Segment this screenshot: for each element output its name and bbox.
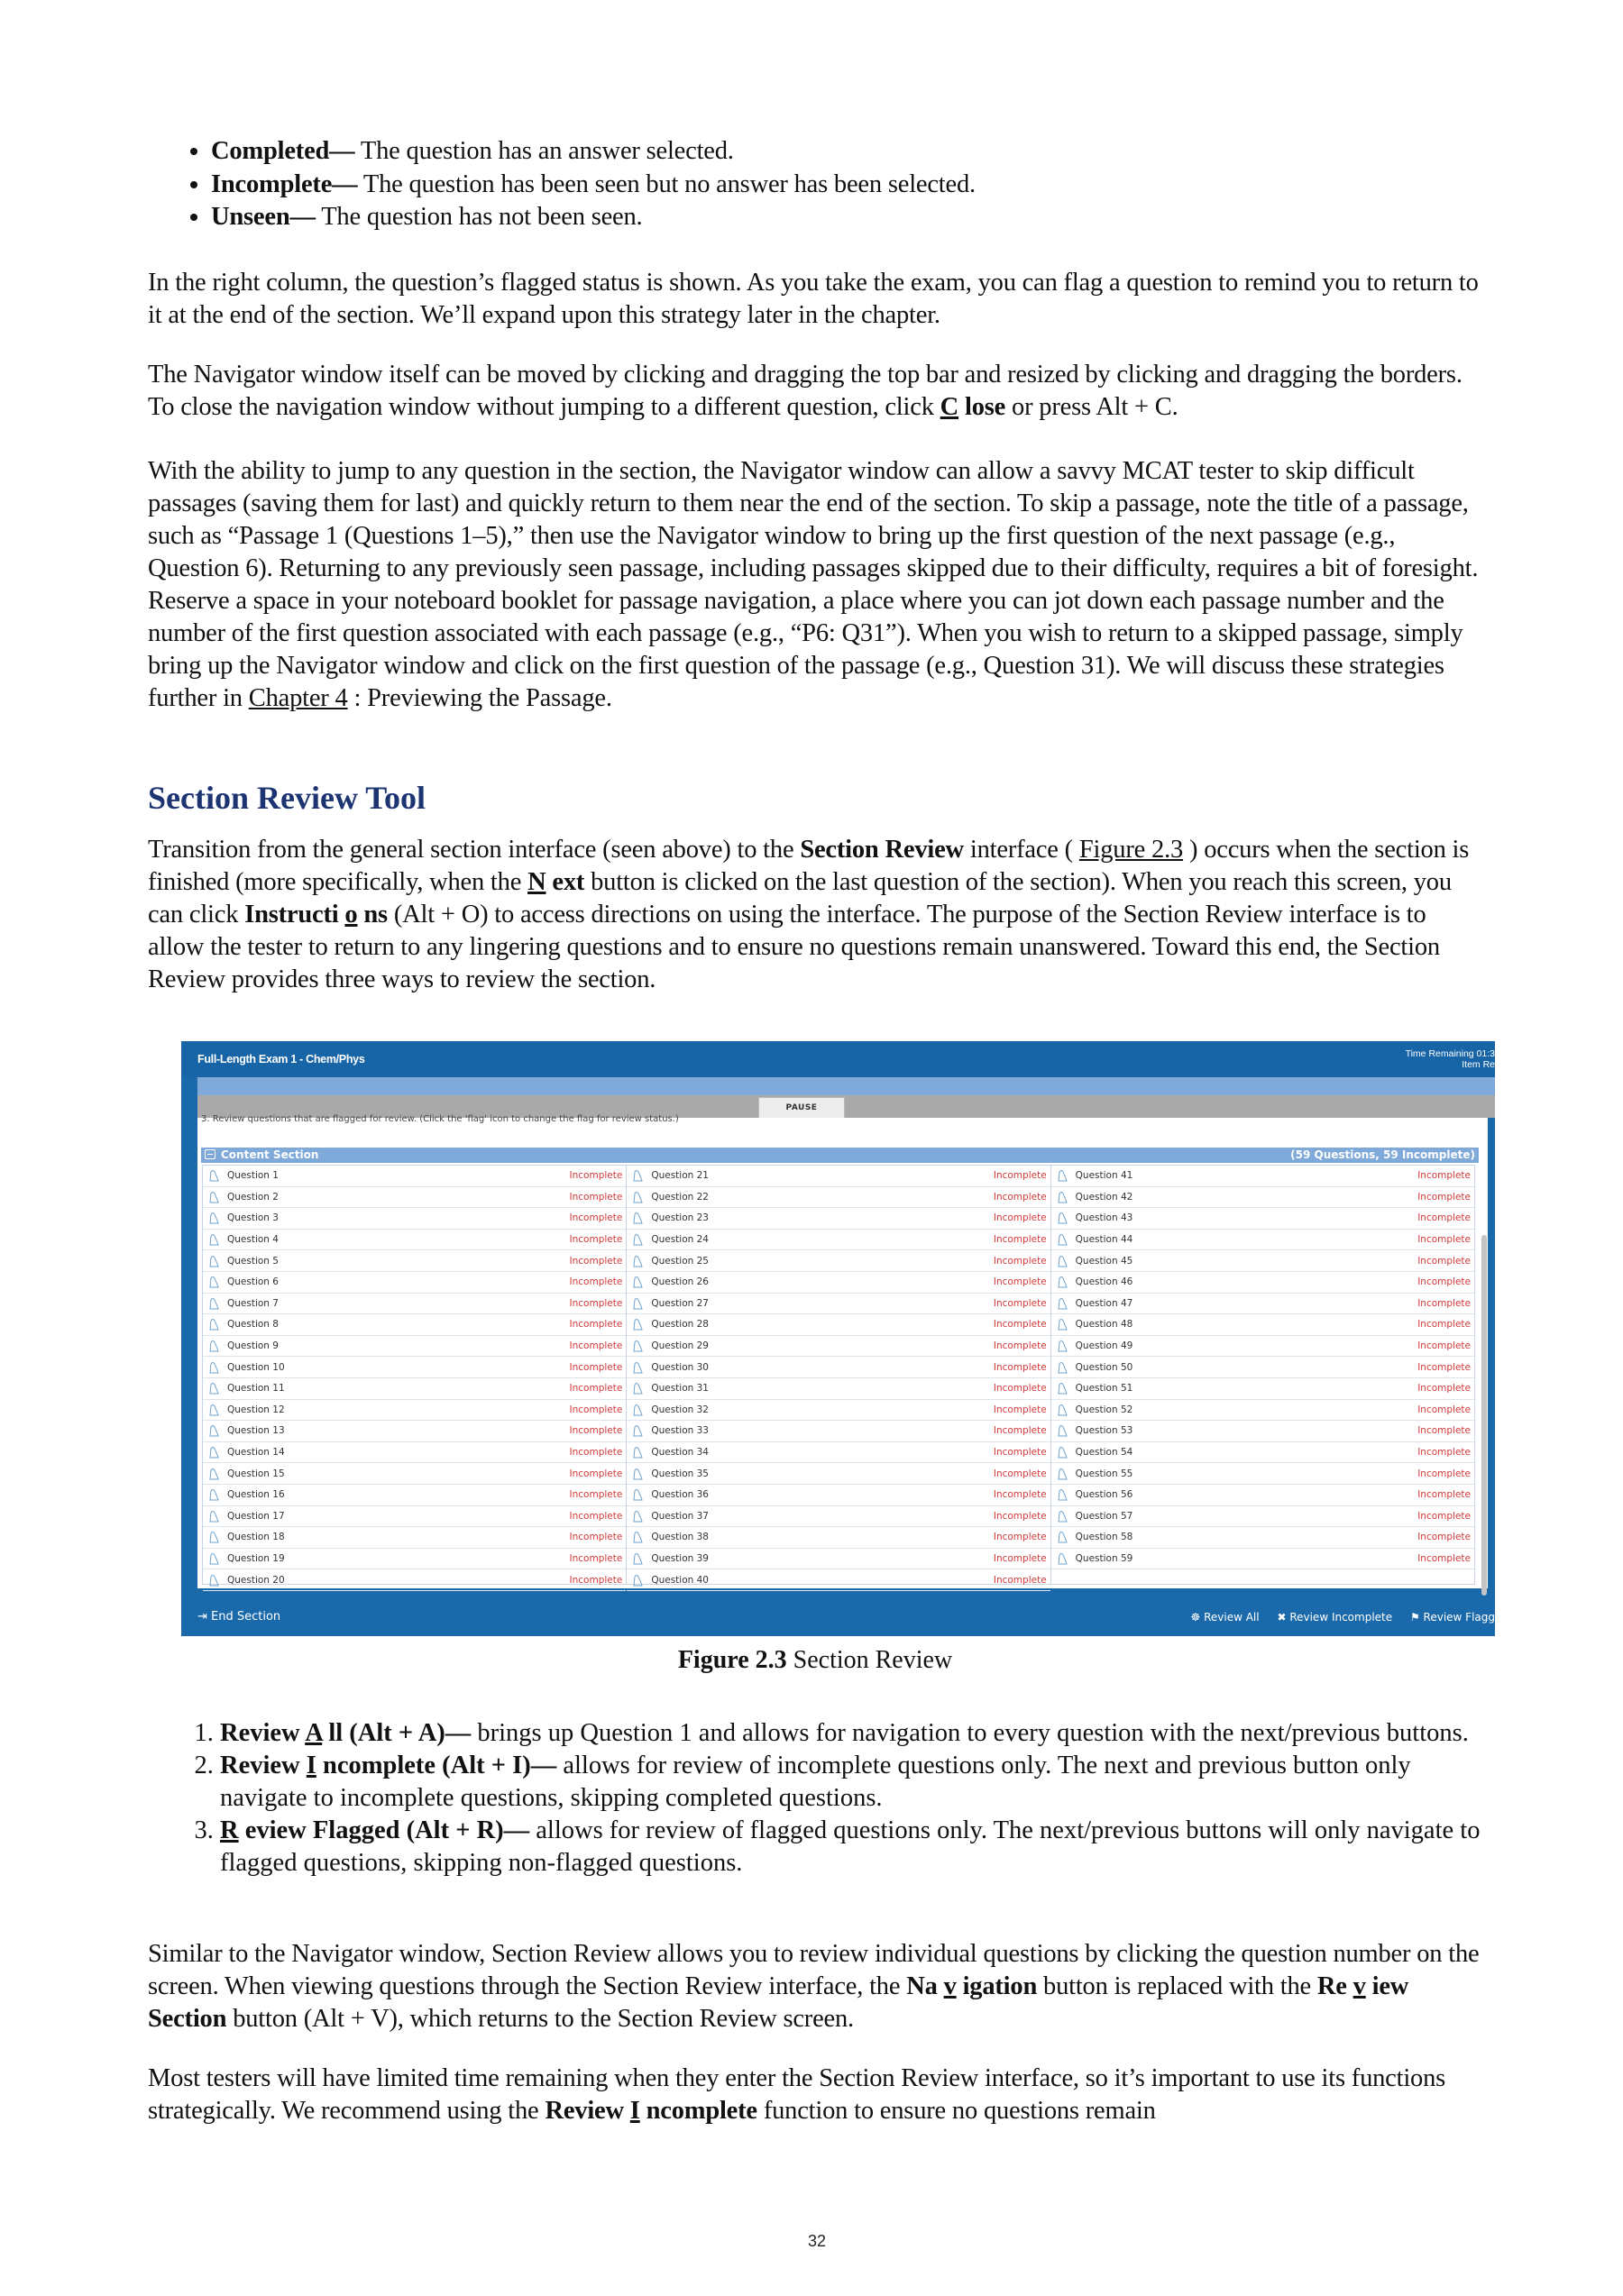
question-label[interactable]: Question 31: [651, 1383, 709, 1395]
question-row[interactable]: [1051, 1400, 1474, 1422]
question-label[interactable]: Question 52: [1075, 1404, 1133, 1415]
flag-icon[interactable]: [631, 1404, 644, 1416]
status-badge: Incomplete: [569, 1489, 623, 1501]
question-row[interactable]: [1051, 1187, 1474, 1209]
chapter-4-link[interactable]: Chapter 4: [248, 684, 348, 712]
question-label[interactable]: Question 29: [651, 1340, 709, 1352]
scrollbar[interactable]: [1481, 1235, 1487, 1596]
question-row[interactable]: [1051, 1421, 1474, 1442]
paragraph-flag-status: In the right column, the question’s flagged status is shown. As you take the exam, you can flag a question to remind you to return to it at the end of the section. We’ll expand upon this strategy later in the chapter.: [148, 269, 1479, 329]
status-badge: Incomplete: [993, 1255, 1047, 1267]
flag-icon[interactable]: [631, 1446, 644, 1459]
status-badge: Incomplete: [1417, 1383, 1471, 1395]
status-badge: Incomplete: [569, 1425, 623, 1437]
flag-icon[interactable]: [631, 1552, 644, 1565]
question-row[interactable]: [203, 1421, 626, 1442]
question-row[interactable]: [203, 1272, 626, 1294]
question-row[interactable]: [1051, 1485, 1474, 1506]
flag-icon[interactable]: [207, 1510, 220, 1523]
question-label[interactable]: Question 36: [651, 1489, 709, 1501]
question-row[interactable]: [1051, 1336, 1474, 1358]
question-row[interactable]: [627, 1357, 1050, 1378]
flag-icon[interactable]: [207, 1382, 220, 1395]
status-badge: Incomplete: [993, 1191, 1047, 1203]
flag-icon[interactable]: [631, 1382, 644, 1395]
status-badge: Incomplete: [993, 1340, 1047, 1352]
status-badge: Incomplete: [569, 1276, 623, 1288]
question-label[interactable]: Question 9: [227, 1340, 279, 1352]
question-column-2: [627, 1166, 1050, 1584]
flag-icon[interactable]: [207, 1233, 220, 1246]
question-label[interactable]: Question 10: [227, 1361, 285, 1373]
question-label[interactable]: Question 51: [1075, 1383, 1133, 1395]
list-item: • Unseen— The question has not been seen.: [211, 201, 976, 234]
question-row[interactable]: [1051, 1357, 1474, 1378]
question-label[interactable]: Question 8: [227, 1319, 279, 1331]
status-badge: Incomplete: [993, 1532, 1047, 1543]
time-remaining: Time Remaining 01:3 Item Re: [1405, 1048, 1495, 1070]
status-badge: Incomplete: [569, 1468, 623, 1479]
question-label[interactable]: Question 12: [227, 1404, 285, 1415]
question-row[interactable]: [627, 1527, 1050, 1549]
question-label[interactable]: Question 45: [1075, 1255, 1133, 1267]
question-row[interactable]: [1051, 1378, 1474, 1400]
flag-icon[interactable]: [631, 1276, 644, 1288]
status-badge: Incomplete: [1417, 1340, 1471, 1352]
exam-title-bar: [181, 1041, 1495, 1077]
flag-icon[interactable]: [631, 1468, 644, 1480]
question-row[interactable]: [1051, 1314, 1474, 1336]
question-label[interactable]: Question 3: [227, 1212, 279, 1224]
toolbar-strip: [197, 1077, 1495, 1095]
flag-icon[interactable]: [1056, 1297, 1068, 1310]
status-badge: Incomplete: [1417, 1255, 1471, 1267]
question-label[interactable]: Question 11: [227, 1383, 285, 1395]
flag-icon[interactable]: [207, 1531, 220, 1543]
status-badge: Incomplete: [993, 1468, 1047, 1479]
flag-icon[interactable]: [631, 1340, 644, 1352]
status-badge: Incomplete: [993, 1447, 1047, 1459]
question-label[interactable]: Question 44: [1075, 1234, 1133, 1246]
status-badge: Incomplete: [993, 1510, 1047, 1522]
section-count: (59 Questions, 59 Incomplete): [1290, 1148, 1475, 1161]
question-row[interactable]: [627, 1314, 1050, 1336]
question-label[interactable]: Question 46: [1075, 1276, 1133, 1288]
exam-title: Full-Length Exam 1 - Chem/Phys: [197, 1053, 365, 1066]
question-row[interactable]: [1051, 1208, 1474, 1230]
question-label[interactable]: Question 48: [1075, 1319, 1133, 1331]
question-row[interactable]: [203, 1294, 626, 1315]
status-badge: Incomplete: [993, 1552, 1047, 1564]
review-footer: [181, 1596, 1495, 1636]
question-row[interactable]: [1051, 1230, 1474, 1251]
flag-icon[interactable]: [1056, 1424, 1068, 1437]
question-row[interactable]: [1051, 1549, 1474, 1570]
list-item: 1. Review A ll (Alt + A)— brings up Question 1 and allows for navigation to every question with the next/previous buttons.: [220, 1717, 1482, 1750]
question-label[interactable]: Question 43: [1075, 1212, 1133, 1224]
paragraph-strategy: Most testers will have limited time remaining when they enter the Section Review interface, so it’s important to use its functions strategically. We recommend using the Review I ncomplete function to ensure no questions remain: [148, 2064, 1446, 2125]
status-badge: Incomplete: [1417, 1552, 1471, 1564]
flag-icon[interactable]: [631, 1212, 644, 1224]
status-badge: Incomplete: [569, 1383, 623, 1395]
status-badge: Incomplete: [993, 1212, 1047, 1224]
page-number: 32: [808, 2232, 827, 2250]
question-label[interactable]: Question 57: [1075, 1510, 1133, 1522]
figure-2-3-link[interactable]: Figure 2.3: [1078, 836, 1184, 864]
question-label[interactable]: Question 19: [227, 1552, 285, 1564]
question-row[interactable]: [203, 1527, 626, 1549]
question-label[interactable]: Question 4: [227, 1234, 279, 1246]
question-row[interactable]: [1051, 1442, 1474, 1464]
collapse-icon[interactable]: [205, 1149, 215, 1159]
question-row[interactable]: [627, 1250, 1050, 1272]
flag-icon[interactable]: [631, 1318, 644, 1331]
exit-icon: ⇥: [197, 1610, 212, 1624]
flag-icon[interactable]: [207, 1446, 220, 1459]
flag-icon[interactable]: [631, 1531, 644, 1543]
flag-icon[interactable]: [1056, 1255, 1068, 1267]
question-label[interactable]: Question 39: [651, 1552, 709, 1564]
status-badge: Incomplete: [1417, 1425, 1471, 1437]
flag-icon[interactable]: [1056, 1169, 1068, 1182]
status-badge: Incomplete: [569, 1297, 623, 1309]
question-label[interactable]: Question 15: [227, 1468, 285, 1479]
flag-icon[interactable]: [631, 1424, 644, 1437]
flag-icon[interactable]: [207, 1468, 220, 1480]
flag-icon[interactable]: [631, 1233, 644, 1246]
status-legend-list: [148, 135, 976, 234]
question-row[interactable]: [203, 1463, 626, 1485]
question-label[interactable]: Question 23: [651, 1212, 709, 1224]
flag-icon[interactable]: [631, 1169, 644, 1182]
review-options-list: [148, 1717, 1482, 1880]
question-row[interactable]: [627, 1506, 1050, 1528]
question-label[interactable]: Question 21: [651, 1170, 709, 1182]
status-badge: Incomplete: [569, 1255, 623, 1267]
question-row[interactable]: [203, 1166, 626, 1187]
question-row[interactable]: [627, 1187, 1050, 1209]
list-item: • Incomplete— The question has been seen but no answer has been selected.: [211, 169, 976, 202]
question-row[interactable]: [203, 1549, 626, 1570]
flag-icon[interactable]: [1056, 1510, 1068, 1523]
flag-icon[interactable]: [1056, 1404, 1068, 1416]
question-label[interactable]: Question 58: [1075, 1532, 1133, 1543]
status-badge: Incomplete: [1417, 1276, 1471, 1288]
question-row[interactable]: [627, 1378, 1050, 1400]
question-label[interactable]: Question 59: [1075, 1552, 1133, 1564]
paragraph-navigation-button: Similar to the Navigator window, Section Review allows you to review individual questions by clicking the question number on the screen. When viewing questions through the Section Review interface, the Na v igation button is replaced with the Re v iew Section button (Alt + V), which returns to the Section Review screen.: [148, 1940, 1480, 2033]
flag-icon[interactable]: [207, 1212, 220, 1224]
question-row[interactable]: [1051, 1294, 1474, 1315]
question-row[interactable]: [1051, 1463, 1474, 1485]
question-label[interactable]: Question 20: [227, 1574, 285, 1586]
question-label[interactable]: Question 26: [651, 1276, 709, 1288]
flag-icon[interactable]: [631, 1297, 644, 1310]
flag-icon[interactable]: [207, 1340, 220, 1352]
question-row[interactable]: [203, 1506, 626, 1528]
question-label[interactable]: Question 16: [227, 1489, 285, 1501]
status-badge: Incomplete: [1417, 1191, 1471, 1203]
flag-icon[interactable]: [631, 1255, 644, 1267]
question-column-3: [1051, 1166, 1474, 1584]
question-label[interactable]: Question 54: [1075, 1447, 1133, 1459]
content-section-header[interactable]: Content Section (59 Questions, 59 Incomplete): [201, 1148, 1479, 1163]
question-row[interactable]: [203, 1442, 626, 1464]
review-flagged-button[interactable]: ⚑ Review Flagg: [1409, 1611, 1495, 1624]
status-badge: Incomplete: [1417, 1489, 1471, 1501]
review-incomplete-button[interactable]: ✖ Review Incomplete: [1277, 1611, 1393, 1624]
question-label[interactable]: Question 6: [227, 1276, 279, 1288]
paragraph-section-review-intro: Transition from the general section interface (seen above) to the Section Review interface ( Figure 2.3 ) occurs when the section is finished (more specifically, when the N ext button is clicked on the last question of the section). When you reach this screen, you can click Instructi o ns (Alt + O) to access directions on using the interface. The purpose of the Section Review interface is to allow the tester to return to any lingering questions and to ensure no questions remain unanswered. Toward this end, the Section Review provides three ways to review the section.: [148, 836, 1470, 993]
status-badge: Incomplete: [993, 1404, 1047, 1415]
question-label[interactable]: Question 47: [1075, 1297, 1133, 1309]
flag-icon[interactable]: [631, 1574, 644, 1587]
question-label[interactable]: Question 53: [1075, 1425, 1133, 1437]
status-badge: Incomplete: [993, 1297, 1047, 1309]
review-all-icon: ☸: [1190, 1611, 1205, 1624]
status-badge: Incomplete: [1417, 1510, 1471, 1522]
question-label[interactable]: Question 14: [227, 1447, 285, 1459]
flag-icon[interactable]: [1056, 1488, 1068, 1501]
question-row[interactable]: [627, 1294, 1050, 1315]
question-row[interactable]: [203, 1314, 626, 1336]
question-row[interactable]: [1051, 1527, 1474, 1549]
status-badge: Incomplete: [569, 1574, 623, 1586]
status-badge: Incomplete: [569, 1532, 623, 1543]
flag-icon[interactable]: [207, 1255, 220, 1267]
question-label[interactable]: Question 17: [227, 1510, 285, 1522]
question-row[interactable]: [203, 1378, 626, 1400]
question-label[interactable]: Question 37: [651, 1510, 709, 1522]
status-badge: Incomplete: [1417, 1404, 1471, 1415]
status-badge: Incomplete: [569, 1170, 623, 1182]
question-row[interactable]: [627, 1485, 1050, 1506]
question-label[interactable]: Question 41: [1075, 1170, 1133, 1182]
status-badge: Incomplete: [1417, 1532, 1471, 1543]
question-row[interactable]: [203, 1400, 626, 1422]
question-label[interactable]: Question 32: [651, 1404, 709, 1415]
flag-icon[interactable]: [1056, 1276, 1068, 1288]
question-label[interactable]: Question 1: [227, 1170, 279, 1182]
status-badge: Incomplete: [993, 1489, 1047, 1501]
section-heading: Section Review Tool: [148, 780, 426, 816]
flag-icon[interactable]: [207, 1318, 220, 1331]
status-badge: Incomplete: [569, 1361, 623, 1373]
flag-icon[interactable]: [1056, 1468, 1068, 1480]
question-label[interactable]: Question 34: [651, 1447, 709, 1459]
flag-icon[interactable]: [1056, 1340, 1068, 1352]
flag-icon[interactable]: [1056, 1531, 1068, 1543]
question-label[interactable]: Question 2: [227, 1191, 279, 1203]
flag-icon[interactable]: [1056, 1446, 1068, 1459]
question-label[interactable]: Question 24: [651, 1234, 709, 1246]
status-badge: Incomplete: [1417, 1361, 1471, 1373]
question-column-1: [203, 1166, 627, 1584]
flag-icon[interactable]: [631, 1510, 644, 1523]
question-row[interactable]: [1051, 1250, 1474, 1272]
question-row[interactable]: [627, 1166, 1050, 1187]
question-label[interactable]: Question 49: [1075, 1340, 1133, 1352]
status-badge: Incomplete: [569, 1510, 623, 1522]
flag-icon[interactable]: [1056, 1318, 1068, 1331]
status-badge: Incomplete: [1417, 1212, 1471, 1224]
question-row[interactable]: [627, 1549, 1050, 1570]
question-row[interactable]: [627, 1569, 1050, 1591]
flag-icon[interactable]: [1056, 1233, 1068, 1246]
section-review-screenshot: [181, 1041, 1495, 1636]
flag-icon[interactable]: [207, 1424, 220, 1437]
question-label[interactable]: Question 33: [651, 1425, 709, 1437]
status-badge: Incomplete: [569, 1404, 623, 1415]
flag-icon[interactable]: [1056, 1552, 1068, 1565]
x-icon: ✖: [1277, 1611, 1290, 1624]
end-section-button[interactable]: ⇥ End Section: [197, 1610, 281, 1624]
question-row[interactable]: [203, 1250, 626, 1272]
question-label[interactable]: Question 18: [227, 1532, 285, 1543]
question-row[interactable]: [203, 1187, 626, 1209]
list-item: • Completed— The question has an answer selected.: [211, 135, 976, 169]
figure-caption: Figure 2.3 Section Review: [677, 1646, 953, 1674]
question-row[interactable]: [203, 1357, 626, 1378]
flag-icon[interactable]: [207, 1404, 220, 1416]
status-badge: Incomplete: [569, 1340, 623, 1352]
status-badge: Incomplete: [1417, 1234, 1471, 1246]
list-item: 3. R eview Flagged (Alt + R)— allows for review of flagged questions only. The next/previous buttons will only navigate to flagged questions, skipping non-flagged questions.: [220, 1815, 1482, 1880]
flag-icon[interactable]: [207, 1552, 220, 1565]
status-badge: Incomplete: [569, 1552, 623, 1564]
pause-button[interactable]: PAUSE: [758, 1097, 845, 1120]
review-all-button[interactable]: ☸ Review All: [1190, 1611, 1260, 1624]
question-label[interactable]: Question 38: [651, 1532, 709, 1543]
review-buttons: [1177, 1611, 1495, 1624]
flag-icon[interactable]: [207, 1297, 220, 1310]
flag-icon[interactable]: [207, 1169, 220, 1182]
flag-icon[interactable]: [207, 1488, 220, 1501]
question-row[interactable]: [1051, 1506, 1474, 1528]
status-badge: Incomplete: [569, 1191, 623, 1203]
status-badge: Incomplete: [569, 1212, 623, 1224]
status-badge: Incomplete: [569, 1447, 623, 1459]
flag-icon[interactable]: [207, 1276, 220, 1288]
question-label[interactable]: Question 56: [1075, 1489, 1133, 1501]
question-row[interactable]: [203, 1569, 626, 1591]
flag-icon[interactable]: [207, 1574, 220, 1587]
question-row[interactable]: [627, 1442, 1050, 1464]
flag-icon[interactable]: [207, 1361, 220, 1374]
question-row[interactable]: [627, 1208, 1050, 1230]
question-row[interactable]: [627, 1272, 1050, 1294]
flag-icon[interactable]: [631, 1191, 644, 1203]
question-row[interactable]: [627, 1230, 1050, 1251]
status-badge: Incomplete: [993, 1276, 1047, 1288]
status-badge: Incomplete: [569, 1319, 623, 1331]
question-label[interactable]: Question 40: [651, 1574, 709, 1586]
flag-icon[interactable]: [631, 1361, 644, 1374]
review-instruction: 3. Review questions that are flagged for review. (Click the 'flag' icon to change the flag for review status.): [201, 1114, 679, 1124]
flag-icon[interactable]: [1056, 1212, 1068, 1224]
status-badge: Incomplete: [1417, 1447, 1471, 1459]
question-row[interactable]: [203, 1230, 626, 1251]
flag-icon[interactable]: [1056, 1382, 1068, 1395]
question-row[interactable]: [627, 1400, 1050, 1422]
list-item: 2. Review I ncomplete (Alt + I)— allows for review of incomplete questions only. The next and previous button only navigate to incomplete questions, skipping completed questions.: [220, 1750, 1482, 1815]
question-label[interactable]: Question 30: [651, 1361, 709, 1373]
question-label[interactable]: Question 28: [651, 1319, 709, 1331]
status-badge: Incomplete: [993, 1425, 1047, 1437]
status-badge: Incomplete: [1417, 1297, 1471, 1309]
flag-icon[interactable]: [631, 1488, 644, 1501]
question-label[interactable]: Question 13: [227, 1425, 285, 1437]
question-row[interactable]: [203, 1208, 626, 1230]
flag-icon[interactable]: [1056, 1191, 1068, 1203]
flag-icon[interactable]: [1056, 1361, 1068, 1374]
flag-icon: ⚑: [1409, 1611, 1424, 1624]
question-label[interactable]: Question 55: [1075, 1468, 1133, 1479]
paragraph-navigator-window: The Navigator window itself can be moved by clicking and dragging the top bar and resized by clicking and dragging the borders. To close the navigation window without jumping to a different question, click C lose or press Alt + C.: [148, 361, 1463, 421]
status-badge: Incomplete: [993, 1361, 1047, 1373]
status-badge: Incomplete: [993, 1574, 1047, 1586]
question-label[interactable]: Question 27: [651, 1297, 709, 1309]
question-row[interactable]: [203, 1485, 626, 1506]
paragraph-skip-passages: With the ability to jump to any question in the section, the Navigator window can allow a savvy MCAT tester to skip difficult passages (saving them for last) and quickly return to them near the end of the section. To skip a passage, note the title of a passage, such as “Passage 1 (Questions 1–5),” then use the Navigator window to bring up the first question of the next passage (e.g., Question 6). Returning to any previously seen passage, including passages skipped due to their difficulty, requires a bit of foresight. Reserve a space in your noteboard booklet for passage navigation, a place where you can jot down each passage number and the number of the first question associated with each passage (e.g., “P6: Q31”). When you wish to return to a skipped passage, simply bring up the Navigator window and click on the first question of the passage (e.g., Question 31). We will discuss these strategies further in Chapter 4 : Previewing the Passage.: [148, 457, 1479, 712]
status-badge: Incomplete: [569, 1234, 623, 1246]
question-label[interactable]: Question 42: [1075, 1191, 1133, 1203]
status-badge: Incomplete: [993, 1319, 1047, 1331]
question-label[interactable]: Question 25: [651, 1255, 709, 1267]
status-badge: Incomplete: [993, 1234, 1047, 1246]
question-row[interactable]: [1051, 1166, 1474, 1187]
question-label[interactable]: Question 7: [227, 1297, 279, 1309]
question-grid: [202, 1165, 1475, 1585]
status-badge: Incomplete: [993, 1383, 1047, 1395]
question-row[interactable]: [627, 1336, 1050, 1358]
question-row[interactable]: [627, 1463, 1050, 1485]
review-content: [197, 1114, 1488, 1588]
status-badge: Incomplete: [993, 1170, 1047, 1182]
question-row[interactable]: [627, 1421, 1050, 1442]
question-label[interactable]: Question 35: [651, 1468, 709, 1479]
question-row[interactable]: [203, 1336, 626, 1358]
question-row[interactable]: [1051, 1272, 1474, 1294]
flag-icon[interactable]: [207, 1191, 220, 1203]
status-badge: Incomplete: [1417, 1170, 1471, 1182]
status-badge: Incomplete: [1417, 1319, 1471, 1331]
question-label[interactable]: Question 50: [1075, 1361, 1133, 1373]
question-label[interactable]: Question 5: [227, 1255, 279, 1267]
status-badge: Incomplete: [1417, 1468, 1471, 1479]
question-label[interactable]: Question 22: [651, 1191, 709, 1203]
